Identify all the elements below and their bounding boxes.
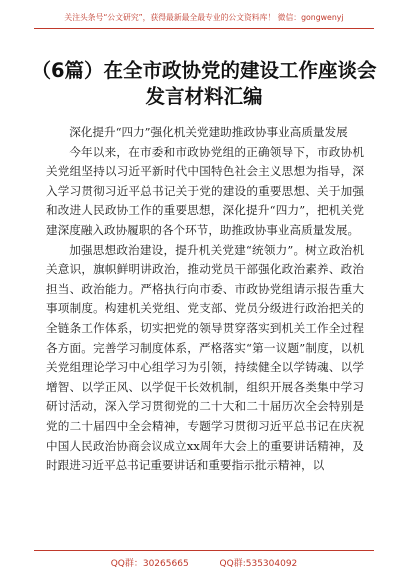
document-title-line-2: 发言材料汇编 [145, 85, 263, 108]
footer-qq-group-1: QQ群：30265665 [110, 559, 189, 569]
document-body [46, 123, 364, 476]
footer [0, 556, 408, 569]
header-divider [34, 28, 374, 29]
footer-divider [34, 550, 374, 551]
body-paragraph: 今年以来，在市委和市政协党组的正确领导下，市政协机关党组坚持以习近平新时代中国特色社会主义思想为指导，深入学习贯彻习近平总书记关于党的建设的重要思想、关于加强和改进人民政协工作的重要思想，深化提升“四力”，把机关党建深度融入政协履职的各个环节，助推政协事业高质量发展。 [46, 144, 364, 237]
body-paragraph: 加强思想政治建设，提升机关党建“统领力”。树立政治机关意识，旗帜鲜明讲政治，推动党员干部强化政治素养、政治担当、政治能力。严格执行向市委、市政协党组请示报告重大事项制度。构建机关党组、党支部、党员分级进行政治把关的全链条工作体系，切实把党的领导贯穿落实到机关工作全过程各方面。完善学习制度体系，严格落实“第一议题”制度，以机关党组理论学习中心组学习为引领，持续健全以学铸魂、以学增智、以学正风、以学促干长效机制，组织开展各类集中学习研讨活动，深入学习贯彻党的二十大和二十届历次全会特别是党的二十届四中全会精神，专题学习贯彻习近平总书记在庆祝中国人民政治协商会议成立xx周年大会上的重要讲话精神，及时跟进习近平总书记重要讲话和重要指示批示精神，以 [46, 242, 364, 473]
document-title-line-1: （6篇）在全市政协党的建设工作座谈会 [31, 59, 377, 82]
document-subtitle: 深化提升“四力”强化机关党建助推政协事业高质量发展 [69, 125, 348, 139]
document-title [20, 58, 388, 110]
footer-qq-group-2: QQ群:535304092 [219, 559, 298, 569]
header-banner: 关注头条号“公文研究”，获得最新最全最专业的公文资料库！ 微信：gongwenyj [64, 13, 344, 22]
